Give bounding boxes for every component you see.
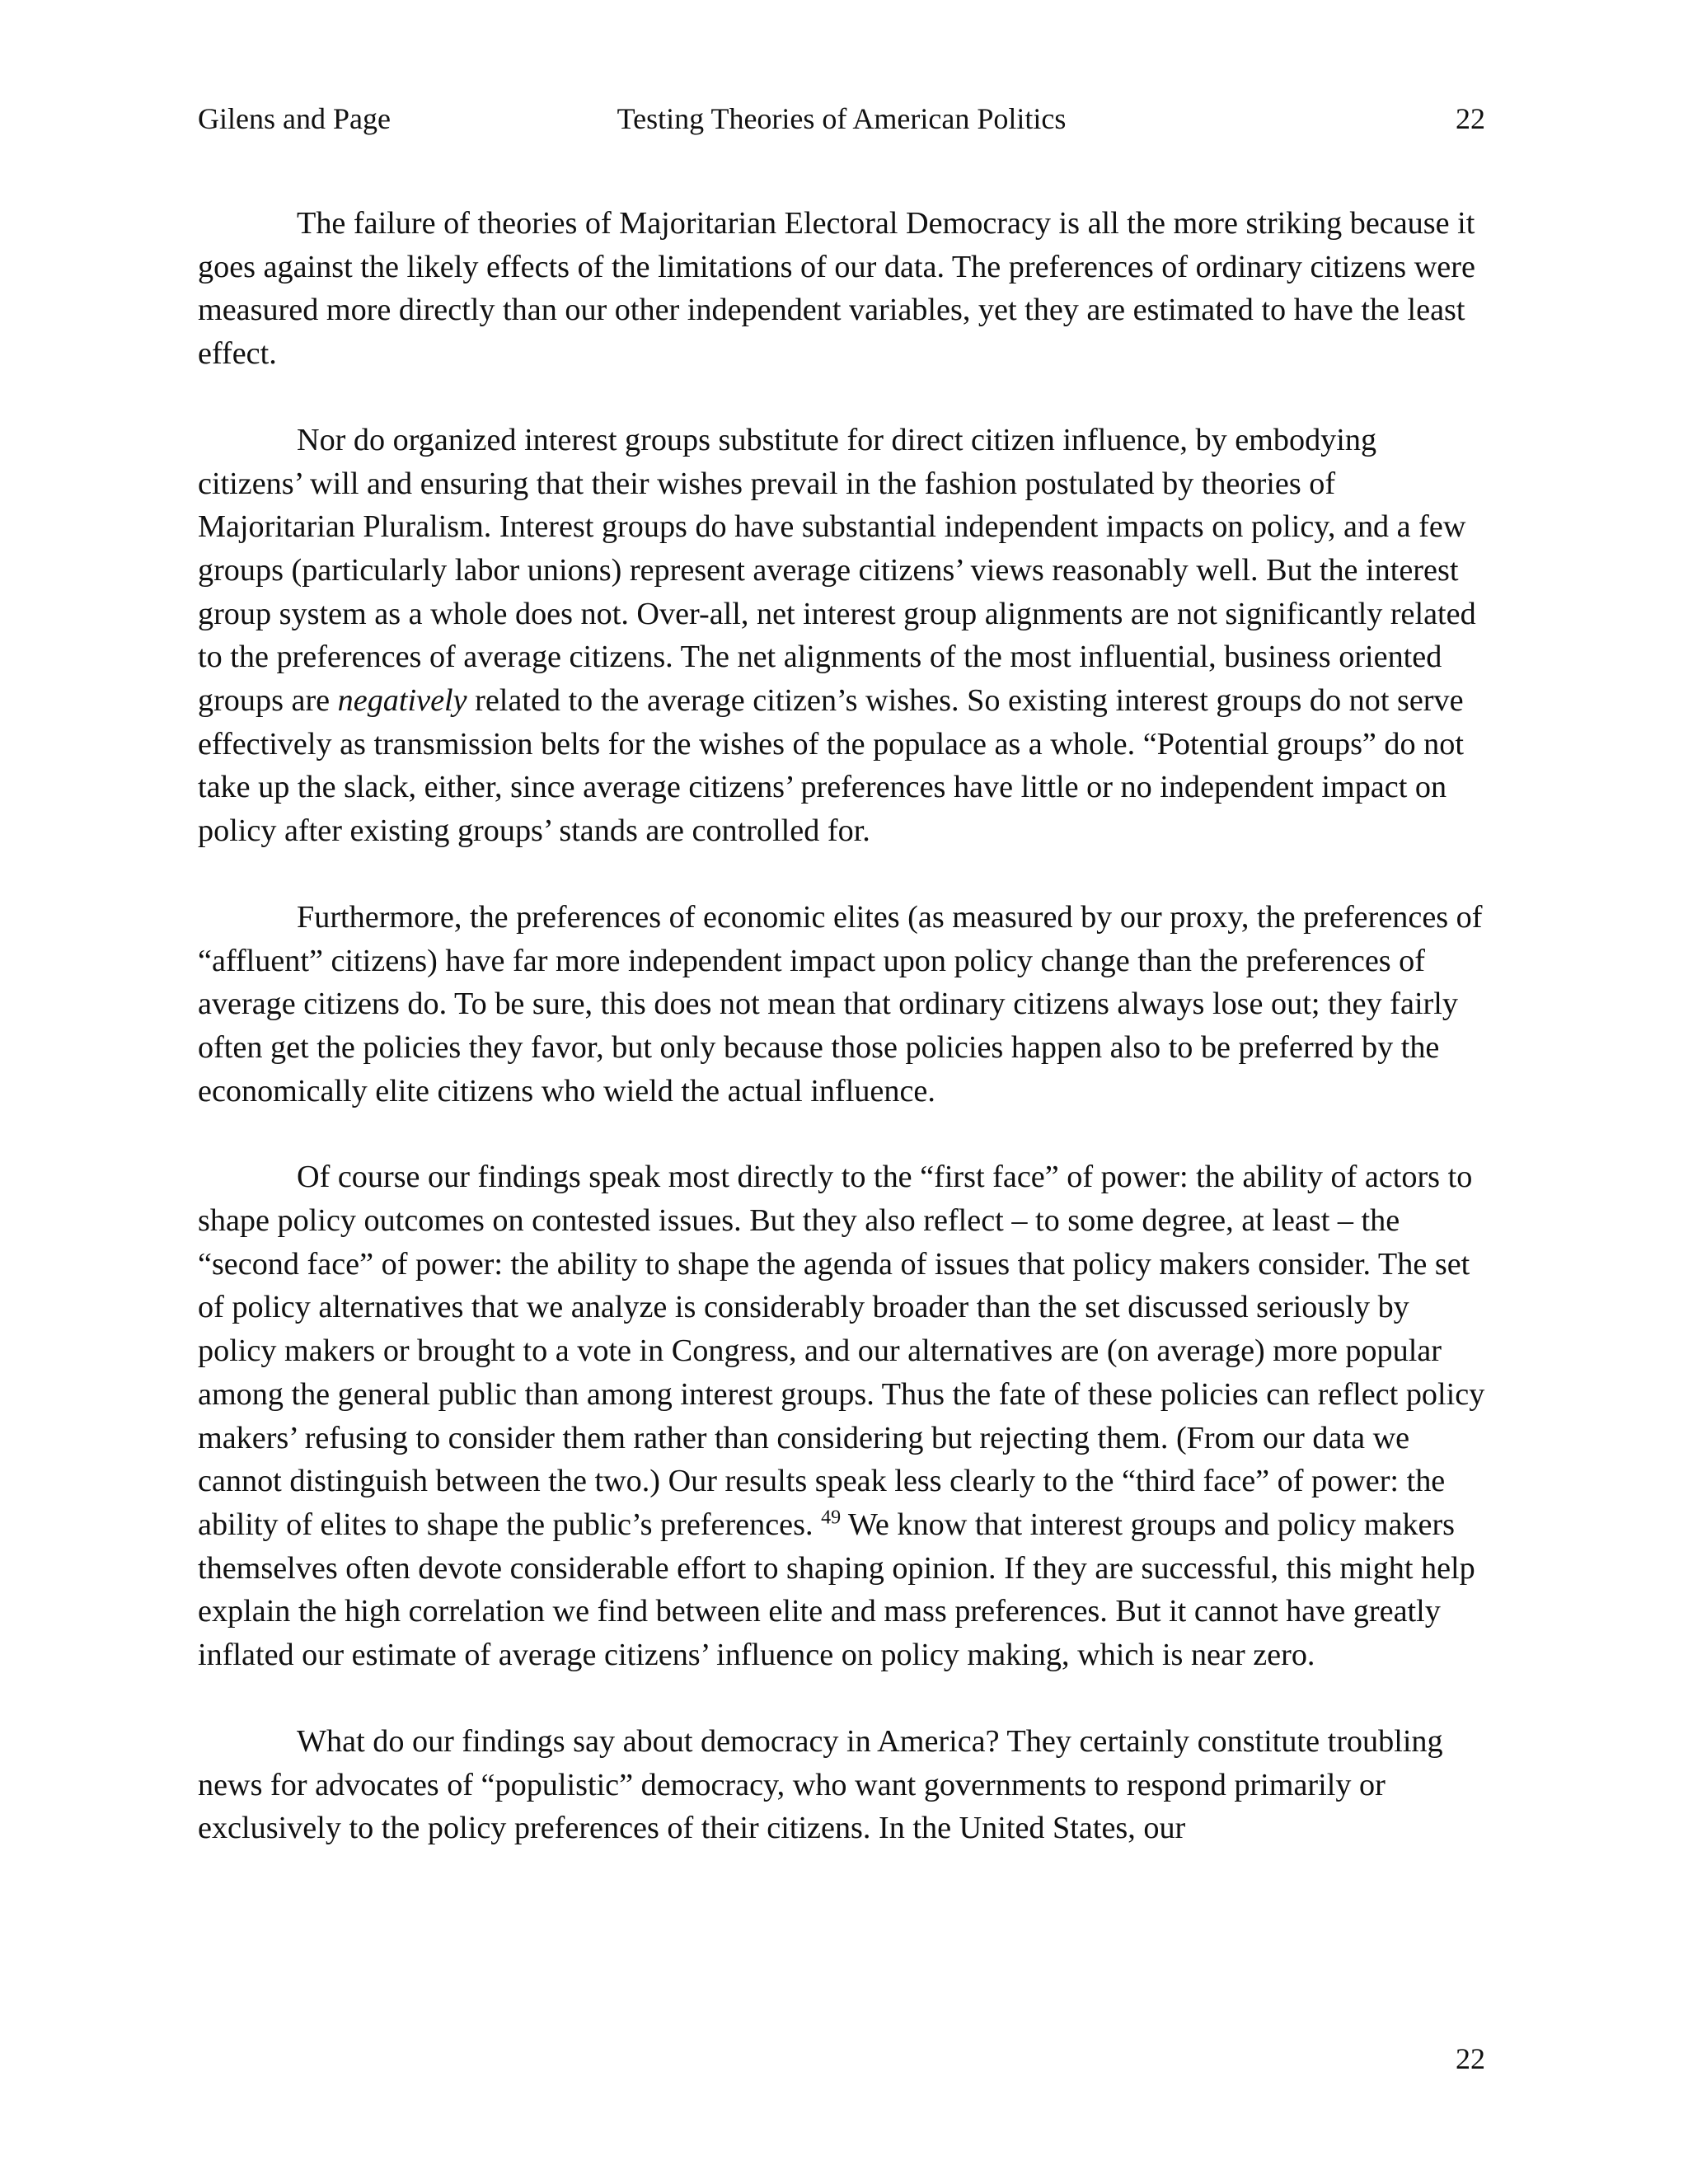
header-title: Testing Theories of American Politics [617, 102, 1067, 135]
emphasis-negatively: negatively [337, 683, 467, 719]
paragraph-faces-of-power [198, 1155, 1485, 1676]
paragraph-text: What do our findings say about democracy in America? They certainly constitute troubling news for advocates of “populistic” democracy, who want governments to respond primarily or exclusively to the policy preferences of their citizens. In the United States, our [198, 1723, 1443, 1846]
body-text [198, 202, 1485, 1850]
paragraph-majoritarian-electoral [198, 202, 1485, 376]
paragraph-text: The failure of theories of Majoritarian Electoral Democracy is all the more striking because it goes against the likely effects of the limitations of our data. The preferences of ordinary citizens were measured more directly than our other independent variables, yet they are estimated to have the least effect. [198, 206, 1475, 372]
header-authors: Gilens and Page [198, 102, 391, 135]
running-header [198, 97, 1485, 140]
footnote-reference[interactable]: 49 [821, 1507, 842, 1529]
paragraph-text-after: related to the average citizen’s wishes. So existing interest groups do not serve effectively as transmission belts for the wishes of the populace as a whole. “Potential groups” do not take up the slack, either, since average citizens’ preferences have little or no independent impact on policy after existing groups’ stands are controlled for. [198, 683, 1464, 849]
footer-page-number: 22 [1456, 2042, 1485, 2075]
paragraph-democracy-in-america [198, 1720, 1485, 1850]
paragraph-economic-elites [198, 896, 1485, 1113]
header-page-number: 22 [1456, 102, 1485, 135]
paragraph-text-after: We know that interest groups and policy makers themselves often devote considerable effort to shaping opinion. If they are successful, this might help explain the high correlation we find between elite and mass preferences. But it cannot have greatly inflated our estimate of average citizens’ influence on policy making, which is near zero. [198, 1507, 1475, 1673]
paragraph-text: Furthermore, the preferences of economic elites (as measured by our proxy, the preferences of “affluent” citizens) have far more independent impact upon policy change than the preferences of average citizens do. To be sure, this does not mean that ordinary citizens always lose out; they fairly often get the policies they favor, but only because those policies happen also to be preferred by the economically elite citizens who wield the actual influence. [198, 899, 1483, 1108]
paragraph-text-before: Of course our findings speak most directly to the “first face” of power: the ability of actors to shape policy outcomes on contested issues. But they also reflect – to some degree, at least – the “second face” of power: the ability to shape the agenda of issues that policy makers consider. The set of policy alternatives that we analyze is considerably broader than the set discussed seriously by policy makers or brought to a vote in Congress, and our alternatives are (on average) more popular among the general public than among interest groups. Thus the fate of these policies can reflect policy makers’ refusing to consider them rather than considering but rejecting them. (From our data we cannot distinguish between the two.) Our results speak less clearly to the “third face” of power: the ability of elites to shape the public’s preferences. [198, 1160, 1485, 1542]
paragraph-interest-groups [198, 419, 1485, 853]
paragraph-text-before: Nor do organized interest groups substitute for direct citizen influence, by embodying citizens’ will and ensuring that their wishes prevail in the fashion postulated by theories of Majoritarian Pluralism. Interest groups do have substantial independent impacts on policy, and a few groups (particularly labor unions) represent average citizens’ views reasonably well. But the interest group system as a whole does not. Over-all, net interest group alignments are not significantly related to the preferences of average citizens. The net alignments of the most influential, business oriented groups are [198, 422, 1476, 719]
